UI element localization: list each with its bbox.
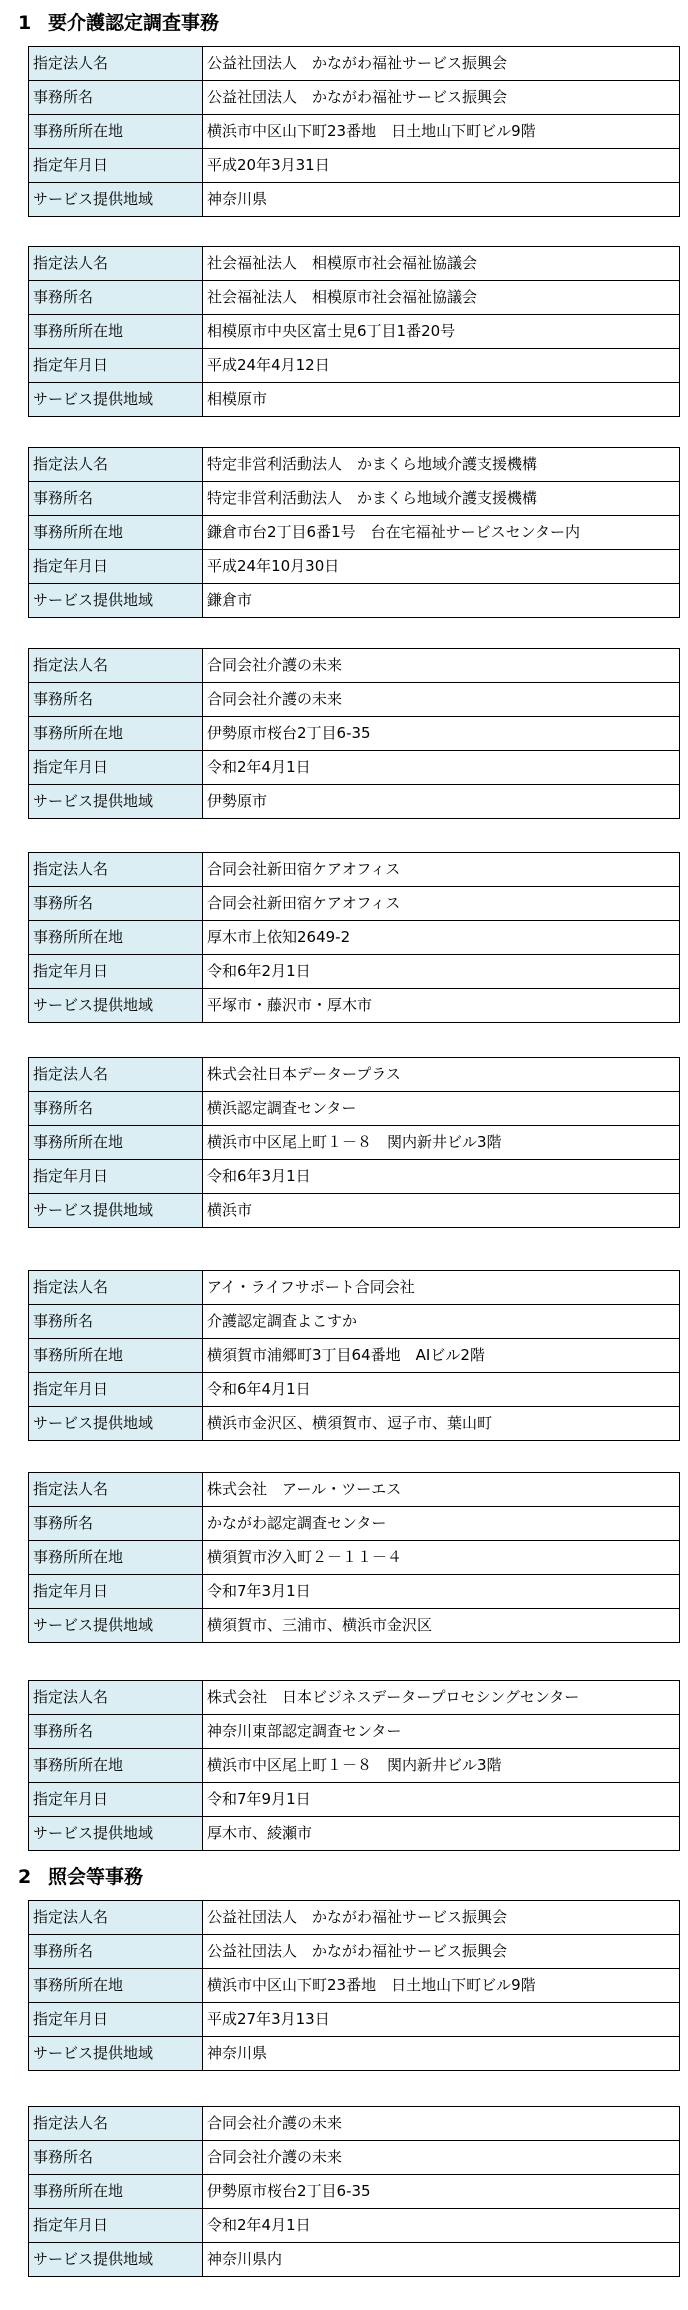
table-row: [29, 1507, 680, 1541]
value-cell: 株式会社 日本ビジネスデータープロセシングセンター: [203, 1681, 680, 1715]
table-row: [29, 550, 680, 584]
label-cell: 事務所所在地: [29, 516, 203, 550]
label-cell: サービス提供地域: [29, 584, 203, 618]
value-cell: 公益社団法人 かながわ福祉サービス振興会: [203, 81, 680, 115]
label-cell: サービス提供地域: [29, 1817, 203, 1851]
value-cell: 横浜市: [203, 1194, 680, 1228]
table-row: [29, 1783, 680, 1817]
table-row: [29, 1901, 680, 1935]
table-row: [29, 2141, 680, 2175]
section-number: 1: [18, 12, 32, 34]
label-cell: 事務所名: [29, 1935, 203, 1969]
label-cell: 事務所所在地: [29, 315, 203, 349]
table-row: [29, 1092, 680, 1126]
value-cell: 合同会社介護の未来: [203, 2141, 680, 2175]
table-row: [29, 247, 680, 281]
table-row: [29, 1681, 680, 1715]
section-heading-1: [18, 8, 219, 38]
office-table: [28, 1472, 680, 1643]
table-row: [29, 2037, 680, 2071]
table-row: [29, 1575, 680, 1609]
office-table: [28, 1900, 680, 2071]
office-table: [28, 447, 680, 618]
label-cell: 事務所所在地: [29, 717, 203, 751]
value-cell: 横浜認定調査センター: [203, 1092, 680, 1126]
table-row: [29, 1407, 680, 1441]
value-cell: 相模原市: [203, 383, 680, 417]
label-cell: 指定法人名: [29, 1681, 203, 1715]
value-cell: 鎌倉市: [203, 584, 680, 618]
table-row: [29, 1541, 680, 1575]
value-cell: 合同会社介護の未来: [203, 649, 680, 683]
table-row: [29, 47, 680, 81]
table-row: [29, 1749, 680, 1783]
label-cell: 指定法人名: [29, 1271, 203, 1305]
label-cell: サービス提供地域: [29, 183, 203, 217]
section-number: 2: [18, 1866, 32, 1888]
value-cell: 横浜市中区山下町23番地 日土地山下町ビル9階: [203, 115, 680, 149]
label-cell: 指定年月日: [29, 349, 203, 383]
label-cell: 指定年月日: [29, 955, 203, 989]
table-row: [29, 751, 680, 785]
label-cell: 事務所所在地: [29, 1541, 203, 1575]
value-cell: 特定非営利活動法人 かまくら地域介護支援機構: [203, 482, 680, 516]
table-row: [29, 2243, 680, 2277]
office-table: [28, 2106, 680, 2277]
table-row: [29, 1160, 680, 1194]
table-row: [29, 183, 680, 217]
label-cell: 指定年月日: [29, 1575, 203, 1609]
value-cell: 合同会社介護の未来: [203, 2107, 680, 2141]
value-cell: 伊勢原市桜台2丁目6-35: [203, 2175, 680, 2209]
value-cell: 令和6年4月1日: [203, 1373, 680, 1407]
label-cell: 事務所名: [29, 1092, 203, 1126]
value-cell: 神奈川県: [203, 183, 680, 217]
table-row: [29, 1473, 680, 1507]
label-cell: 事務所所在地: [29, 115, 203, 149]
office-table: [28, 852, 680, 1023]
value-cell: 平塚市・藤沢市・厚木市: [203, 989, 680, 1023]
value-cell: 令和2年4月1日: [203, 2209, 680, 2243]
office-table: [28, 46, 680, 217]
label-cell: 事務所名: [29, 482, 203, 516]
label-cell: 事務所所在地: [29, 1969, 203, 2003]
table-row: [29, 81, 680, 115]
table-row: [29, 989, 680, 1023]
table-row: [29, 516, 680, 550]
label-cell: 事務所名: [29, 1507, 203, 1541]
value-cell: 横浜市中区尾上町１－８ 関内新井ビル3階: [203, 1126, 680, 1160]
label-cell: サービス提供地域: [29, 1407, 203, 1441]
value-cell: 神奈川県: [203, 2037, 680, 2071]
label-cell: サービス提供地域: [29, 989, 203, 1023]
section-title: 照会等事務: [48, 1866, 144, 1888]
office-table: [28, 648, 680, 819]
value-cell: 社会福祉法人 相模原市社会福祉協議会: [203, 281, 680, 315]
label-cell: サービス提供地域: [29, 1609, 203, 1643]
label-cell: 指定法人名: [29, 2107, 203, 2141]
value-cell: 伊勢原市: [203, 785, 680, 819]
label-cell: 事務所名: [29, 1305, 203, 1339]
value-cell: 令和6年3月1日: [203, 1160, 680, 1194]
value-cell: 横須賀市汐入町２－１１－４: [203, 1541, 680, 1575]
table-row: [29, 887, 680, 921]
label-cell: 指定年月日: [29, 2209, 203, 2243]
value-cell: 株式会社 アール・ツーエス: [203, 1473, 680, 1507]
table-row: [29, 853, 680, 887]
label-cell: 指定年月日: [29, 1160, 203, 1194]
table-row: [29, 115, 680, 149]
value-cell: 令和7年3月1日: [203, 1575, 680, 1609]
value-cell: 横須賀市、三浦市、横浜市金沢区: [203, 1609, 680, 1643]
label-cell: 指定年月日: [29, 1373, 203, 1407]
office-table: [28, 1680, 680, 1851]
label-cell: 事務所所在地: [29, 921, 203, 955]
label-cell: 指定年月日: [29, 751, 203, 785]
label-cell: 事務所所在地: [29, 1749, 203, 1783]
label-cell: 指定法人名: [29, 1473, 203, 1507]
office-table: [28, 1057, 680, 1228]
table-row: [29, 717, 680, 751]
label-cell: 事務所名: [29, 683, 203, 717]
value-cell: かながわ認定調査センター: [203, 1507, 680, 1541]
table-row: [29, 1935, 680, 1969]
value-cell: 合同会社新田宿ケアオフィス: [203, 853, 680, 887]
value-cell: 神奈川東部認定調査センター: [203, 1715, 680, 1749]
table-row: [29, 683, 680, 717]
value-cell: 平成24年10月30日: [203, 550, 680, 584]
label-cell: 指定法人名: [29, 247, 203, 281]
value-cell: 横浜市金沢区、横須賀市、逗子市、葉山町: [203, 1407, 680, 1441]
table-row: [29, 1126, 680, 1160]
label-cell: 指定年月日: [29, 550, 203, 584]
value-cell: 鎌倉市台2丁目6番1号 台在宅福祉サービスセンター内: [203, 516, 680, 550]
value-cell: 介護認定調査よこすか: [203, 1305, 680, 1339]
value-cell: 厚木市、綾瀬市: [203, 1817, 680, 1851]
table-row: [29, 448, 680, 482]
value-cell: 令和6年2月1日: [203, 955, 680, 989]
label-cell: サービス提供地域: [29, 2243, 203, 2277]
label-cell: 事務所名: [29, 81, 203, 115]
table-row: [29, 1969, 680, 2003]
table-row: [29, 315, 680, 349]
label-cell: 指定法人名: [29, 853, 203, 887]
label-cell: 指定年月日: [29, 149, 203, 183]
value-cell: 公益社団法人 かながわ福祉サービス振興会: [203, 1901, 680, 1935]
label-cell: 指定法人名: [29, 47, 203, 81]
label-cell: 指定法人名: [29, 1901, 203, 1935]
value-cell: アイ・ライフサポート合同会社: [203, 1271, 680, 1305]
table-row: [29, 1715, 680, 1749]
label-cell: 指定年月日: [29, 2003, 203, 2037]
table-row: [29, 2209, 680, 2243]
value-cell: 横浜市中区山下町23番地 日土地山下町ビル9階: [203, 1969, 680, 2003]
table-row: [29, 1817, 680, 1851]
table-row: [29, 955, 680, 989]
value-cell: 令和7年9月1日: [203, 1783, 680, 1817]
value-cell: 平成20年3月31日: [203, 149, 680, 183]
label-cell: サービス提供地域: [29, 785, 203, 819]
label-cell: サービス提供地域: [29, 1194, 203, 1228]
value-cell: 神奈川県内: [203, 2243, 680, 2277]
value-cell: 伊勢原市桜台2丁目6-35: [203, 717, 680, 751]
value-cell: 社会福祉法人 相模原市社会福祉協議会: [203, 247, 680, 281]
table-row: [29, 921, 680, 955]
table-row: [29, 349, 680, 383]
table-row: [29, 2003, 680, 2037]
table-row: [29, 584, 680, 618]
table-row: [29, 1058, 680, 1092]
label-cell: 指定年月日: [29, 1783, 203, 1817]
value-cell: 令和2年4月1日: [203, 751, 680, 785]
label-cell: 事務所所在地: [29, 2175, 203, 2209]
value-cell: 公益社団法人 かながわ福祉サービス振興会: [203, 1935, 680, 1969]
label-cell: 事務所名: [29, 887, 203, 921]
value-cell: 相模原市中央区富士見6丁目1番20号: [203, 315, 680, 349]
value-cell: 特定非営利活動法人 かまくら地域介護支援機構: [203, 448, 680, 482]
label-cell: 事務所名: [29, 1715, 203, 1749]
value-cell: 横須賀市浦郷町3丁目64番地 AIビル2階: [203, 1339, 680, 1373]
label-cell: 指定法人名: [29, 1058, 203, 1092]
value-cell: 平成27年3月13日: [203, 2003, 680, 2037]
value-cell: 厚木市上依知2649-2: [203, 921, 680, 955]
label-cell: 事務所名: [29, 281, 203, 315]
table-row: [29, 482, 680, 516]
label-cell: サービス提供地域: [29, 383, 203, 417]
table-row: [29, 149, 680, 183]
value-cell: 合同会社新田宿ケアオフィス: [203, 887, 680, 921]
value-cell: 公益社団法人 かながわ福祉サービス振興会: [203, 47, 680, 81]
table-row: [29, 281, 680, 315]
section-heading-2: [18, 1862, 143, 1892]
label-cell: 事務所所在地: [29, 1339, 203, 1373]
table-row: [29, 1609, 680, 1643]
table-row: [29, 785, 680, 819]
table-row: [29, 383, 680, 417]
office-table: [28, 1270, 680, 1441]
table-row: [29, 1305, 680, 1339]
value-cell: 合同会社介護の未来: [203, 683, 680, 717]
label-cell: 指定法人名: [29, 649, 203, 683]
value-cell: 平成24年4月12日: [203, 349, 680, 383]
label-cell: サービス提供地域: [29, 2037, 203, 2071]
table-row: [29, 2175, 680, 2209]
office-table: [28, 246, 680, 417]
table-row: [29, 1271, 680, 1305]
table-row: [29, 1194, 680, 1228]
table-row: [29, 1373, 680, 1407]
label-cell: 事務所名: [29, 2141, 203, 2175]
section-title: 要介護認定調査事務: [48, 12, 220, 34]
table-row: [29, 1339, 680, 1373]
value-cell: 株式会社日本データープラス: [203, 1058, 680, 1092]
label-cell: 指定法人名: [29, 448, 203, 482]
value-cell: 横浜市中区尾上町１－８ 関内新井ビル3階: [203, 1749, 680, 1783]
table-row: [29, 649, 680, 683]
label-cell: 事務所所在地: [29, 1126, 203, 1160]
table-row: [29, 2107, 680, 2141]
